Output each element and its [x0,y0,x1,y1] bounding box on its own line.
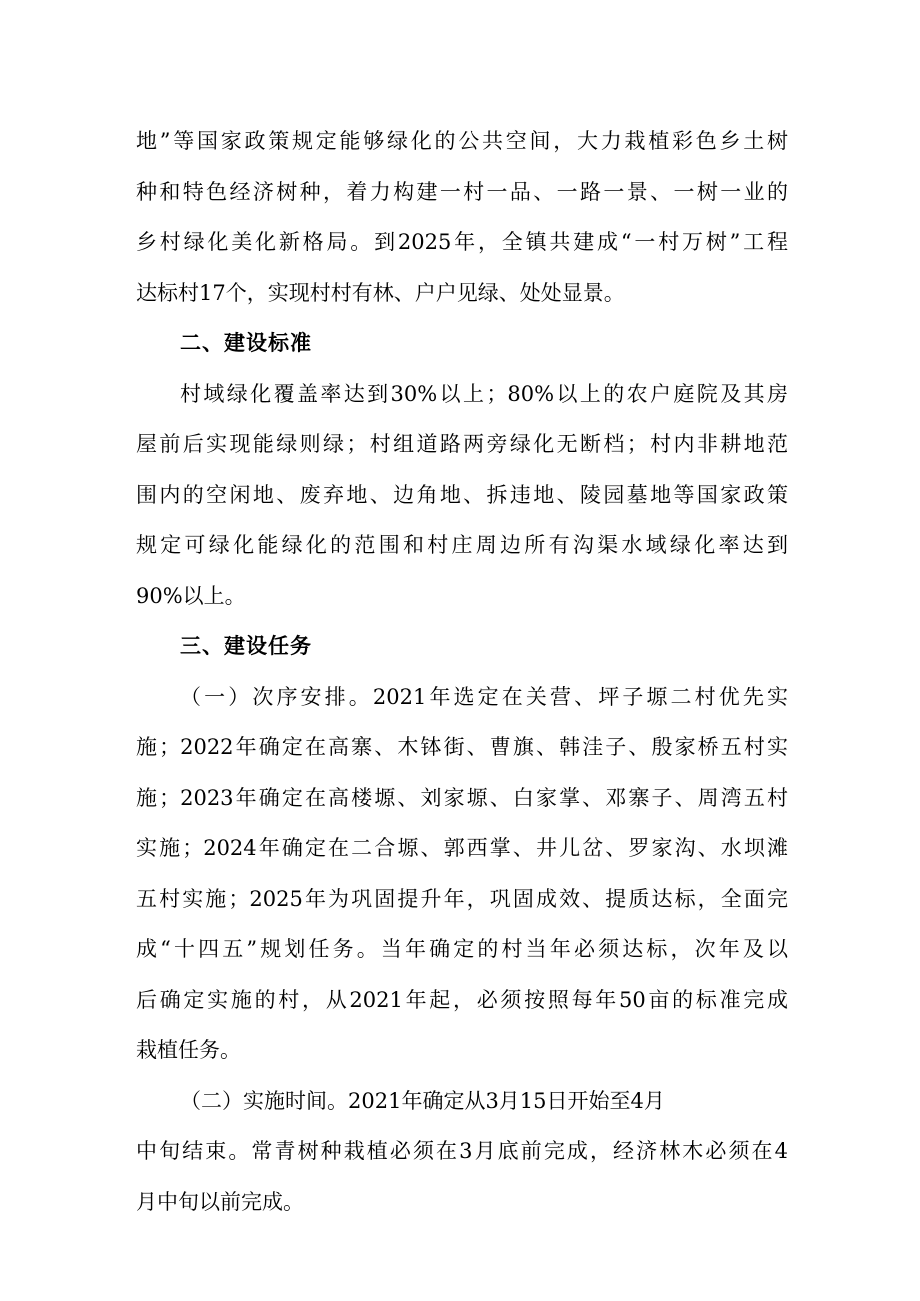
text-line: 乡村绿化美化新格局。到2025年，全镇共建成“一村万树”工程 [136,230,788,254]
text-line: 达标村17个，实现村村有林、户户见绿、处处显景。 [136,280,625,305]
paragraph-schedule [136,672,788,1076]
text-line: 施；2023年确定在高楼塬、刘家塬、白家掌、邓寨子、周湾五村 [136,785,788,810]
text-line: 地”等国家政策规定能够绿化的公共空间，大力栽植彩色乡土树 [136,129,788,153]
text-line: 90%以上。 [136,583,246,608]
document-body [136,116,788,1227]
text-line: 后确定实施的村，从2021年起，必须按照每年50亩的标准完成 [136,987,788,1012]
text-line: 村域绿化覆盖率达到30%以上；80%以上的农户庭院及其房 [180,381,788,406]
text-line: 种和特色经济树种，着力构建一村一品、一路一景、一树一业的 [136,179,788,204]
text-line: 五村实施；2025年为巩固提升年，巩固成效、提质达标，全面完 [136,886,788,911]
paragraph-standards [136,369,788,622]
section-heading-tasks: 三、建设任务 [180,634,312,658]
paragraph-timing [136,1076,788,1228]
text-line: 规定可绿化能绿化的范围和村庄周边所有沟渠水域绿化率达到 [136,533,788,557]
text-line: 围内的空闲地、废弃地、边角地、拆违地、陵园墓地等国家政策 [136,482,788,507]
text-line: 实施；2024年确定在二合塬、郭西掌、井儿岔、罗家沟、水坝滩 [136,836,788,860]
text-line: （二）实施时间。2021年确定从3月15日开始至4月 [180,1088,665,1113]
text-line: 施；2022年确定在高寨、木钵街、曹旗、韩洼子、殷家桥五村实 [136,735,788,759]
text-line: 中旬结束。常青树种栽植必须在3月底前完成，经济林木必须在4 [136,1139,788,1163]
paragraph-goal-continued [136,116,788,318]
text-line: 成“十四五”规划任务。当年确定的村当年必须达标，次年及以 [136,937,788,961]
section-heading-standards: 二、建设标准 [180,331,312,355]
text-line: 屋前后实现能绿则绿；村组道路两旁绿化无断档；村内非耕地范 [136,432,788,456]
text-line: （一）次序安排。2021年选定在关营、坪子塬二村优先实 [180,684,788,709]
text-line: 月中旬以前完成。 [136,1189,304,1214]
text-line: 栽植任务。 [136,1038,241,1062]
